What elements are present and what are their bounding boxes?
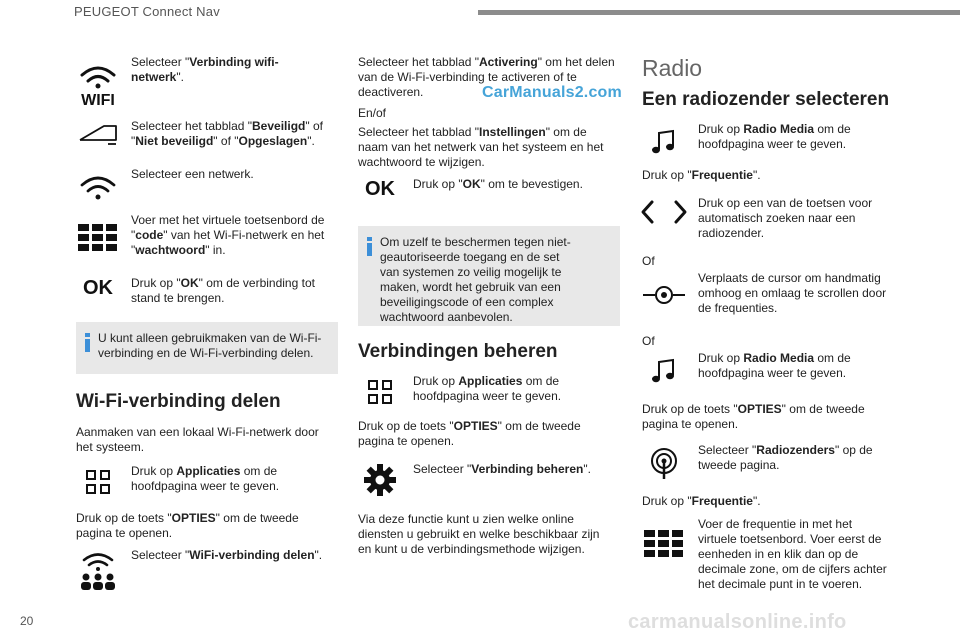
applications-icon [76, 460, 120, 504]
step-text: Selecteer "WiFi-verbinding delen". [131, 548, 323, 562]
section-title-manage-connections: Verbindingen beheren [358, 341, 558, 362]
paragraph: Druk op de toets "OPTIES" om de tweede pagina te openen. [76, 511, 299, 540]
page-number: 20 [20, 614, 34, 628]
step-text: Selecteer het tabblad "Beveiligd" of "Niet beveiligd" of "Opgeslagen". [131, 119, 323, 148]
radio-antenna-icon [642, 441, 686, 485]
music-note-icon [642, 349, 686, 393]
info-icon [367, 237, 372, 256]
note-text: U kunt alleen gebruikmaken van de Wi-Fi-verbinding en de Wi-Fi-verbinding delen. [98, 331, 322, 360]
section-title-select-station: Een radiozender selecteren [642, 89, 890, 110]
music-note-icon [642, 120, 686, 164]
keyboard-icon [76, 215, 120, 259]
paragraph: Of [642, 254, 655, 268]
wifi-icon [76, 59, 120, 109]
watermark: CarManuals2.com [482, 84, 622, 101]
ok-icon: OK [365, 177, 395, 200]
wifi-signal-icon [76, 167, 120, 211]
section-title-wifi-sharing: Wi-Fi-verbinding delen [76, 391, 281, 412]
applications-icon [358, 370, 402, 414]
running-header: PEUGEOT Connect Nav [74, 4, 220, 19]
paragraph: Selecteer het tabblad "Instellingen" om de naam van het netwerk van het systeem en het wachtwoord te wijzigen. [358, 125, 604, 169]
seek-arrows-icon [638, 190, 690, 234]
ok-icon: OK [83, 276, 113, 299]
step-text: Druk op Applicaties om de hoofdpagina weer te geven. [413, 374, 562, 403]
footer-site: carmanualsonline.info [628, 611, 847, 633]
keyboard-icon [642, 521, 686, 565]
paragraph: Aanmaken van een lokaal Wi-Fi-netwerk door het systeem. [76, 425, 319, 454]
gear-icon [358, 458, 402, 502]
paragraph: Of [642, 334, 655, 348]
wifi-share-icon [76, 548, 120, 594]
step-text: Druk op Radio Media om de hoofdpagina weer te geven. [698, 351, 851, 380]
header-bar [478, 10, 960, 15]
step-text: Selecteer een netwerk. [131, 167, 254, 181]
paragraph: Selecteer het tabblad "Activering" om het delen van de Wi-Fi-verbinding te activeren of te deactiveren. [358, 55, 615, 99]
step-text: Druk op Applicaties om de hoofdpagina weer te geven. [131, 464, 280, 493]
paragraph: Druk op "Frequentie". [642, 168, 761, 182]
paragraph: Druk op de toets "OPTIES" om de tweede pagina te openen. [358, 419, 581, 448]
wifi-icon-text: WIFI [81, 92, 115, 107]
chapter-title: Radio [642, 55, 703, 81]
info-note [76, 322, 338, 374]
edit-tab-icon [76, 111, 120, 155]
step-text: Verplaats de cursor om handmatig omhoog en omlaag te scrollen door de frequenties. [698, 271, 887, 315]
step-text: Selecteer "Verbinding beheren". [413, 462, 591, 476]
step-text: Druk op "OK" om de verbinding tot stand te brengen. [131, 276, 315, 305]
step-text: Voer met het virtuele toetsenbord de "code" van het Wi-Fi-netwerk en het "wachtwoord" in. [131, 213, 325, 257]
step-text: Druk op Radio Media om de hoofdpagina weer te geven. [698, 122, 851, 151]
step-text: Selecteer "Radiozenders" op de tweede pagina. [698, 443, 873, 472]
info-icon [85, 333, 90, 352]
step-text: Selecteer "Verbinding wifi-netwerk". [131, 55, 279, 84]
step-text: Voer de frequentie in met het virtuele toetsenbord. Voer eerst de eenheden in en klik dan op de decimale zone, om de cijfers achter het decimale punt in te voeren. [698, 517, 887, 591]
security-note [358, 226, 620, 326]
step-text: Druk op een van de toetsen voor automatisch zoeken naar een radiozender. [698, 196, 873, 240]
note-text: Om uzelf te beschermen tegen niet-geautoriseerde toegang en de set van systemen zo veilig mogelijk te maken, wordt het gebruik van een beveiligingscode of een complex wachtwoord aanbevolen. [380, 235, 571, 324]
paragraph: Via deze functie kunt u zien welke online diensten u gebruikt en welke beschikbaar zijn en kunt u de verbindingsmethode wijzigen. [358, 512, 600, 556]
paragraph: Druk op "Frequentie". [642, 494, 761, 508]
paragraph: En/of [358, 106, 387, 120]
step-text: Druk op "OK" om te bevestigen. [413, 177, 583, 191]
tuning-slider-icon [638, 273, 690, 317]
paragraph: Druk op de toets "OPTIES" om de tweede pagina te openen. [642, 402, 865, 431]
